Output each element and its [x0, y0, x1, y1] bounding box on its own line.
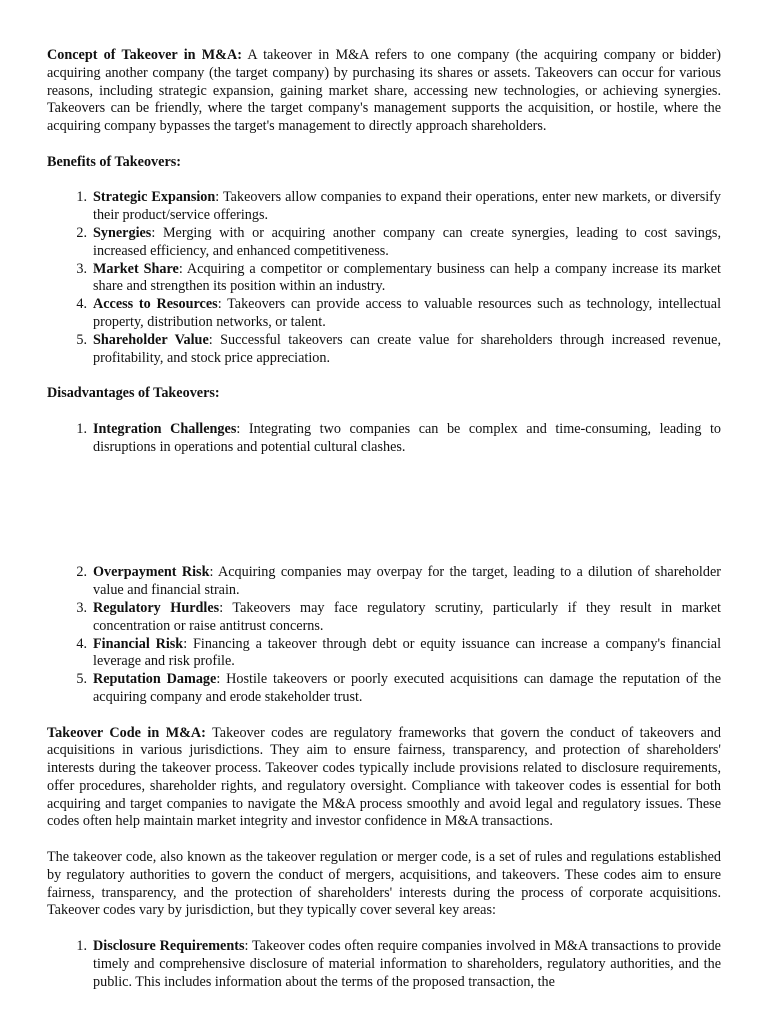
list-item: 2. Synergies: Merging with or acquiring another company can create synergies, leading to cost savings, increased efficiency, and enhanced competitiveness.: [76, 224, 721, 259]
list-item: 5. Shareholder Value: Successful takeovers can create value for shareholders through increased revenue, profitability, and stock price appreciation.: [76, 331, 721, 366]
list-item: 3. Regulatory Hurdles: Takeovers may face regulatory scrutiny, particularly if they result in market concentration or raise antitrust concerns.: [76, 599, 721, 634]
list-item: 1. Integration Challenges: Integrating two companies can be complex and time-consuming, leading to disruptions in operations and potential cultural clashes.: [76, 420, 721, 455]
key-areas-list: [47, 938, 721, 991]
concept-paragraph: [47, 47, 721, 136]
benefits-list: [47, 189, 721, 367]
takeover-code-heading: Takeover Code in M&A:: [47, 724, 206, 741]
concept-heading: Concept of Takeover in M&A:: [47, 47, 242, 63]
disadvantages-heading: Disadvantages of Takeovers:: [47, 385, 220, 402]
list-item: 1. Disclosure Requirements: Takeover codes often require companies involved in M&A transactions to provide timely and comprehensive disclosure of material information to shareholders, regulatory authorities, and the public. This includes information about the terms of the proposed transaction, the: [76, 938, 721, 990]
page-break-gap: [47, 456, 721, 564]
concept-text: A takeover in M&A refers to one company (the acquiring company or bidder) acquiring another company (the target company) by purchasing its shares or assets. Takeovers can occur for various reasons, including strategic expansion, gaining market share, accessing new technologies, or achieving synergies. Takeovers can be friendly, where the target company's management supports the acquisition, or hostile, where the acquiring company bypasses the target's management to directly approach shareholders.: [47, 47, 722, 135]
takeover-code-text: Takeover codes are regulatory frameworks that govern the conduct of takeovers and acquisitions in various jurisdictions. They aim to ensure fairness, transparency, and protection of shareholders' interests during the takeover process. Takeover codes typically include provisions related to disclosure requirements, offer procedures, shareholder rights, and regulatory oversight. Compliance with takeover codes is essential for both acquiring and target companies to navigate the M&A process smoothly and avoid legal and regulatory issues. These codes often help maintain market integrity and investor confidence in M&A transactions.: [47, 724, 721, 830]
list-item: 1. Strategic Expansion: Takeovers allow companies to expand their operations, enter new markets, or diversify their product/service offerings.: [76, 189, 721, 224]
list-item: 4. Financial Risk: Financing a takeover through debt or equity issuance can increase a company's financial leverage and risk profile.: [76, 635, 722, 670]
list-item: 3. Market Share: Acquiring a competitor or complementary business can help a company increase its market share and strengthen its position within an industry.: [76, 260, 721, 295]
disadvantages-list: [47, 421, 721, 457]
document-page: [47, 47, 721, 991]
benefits-heading: Benefits of Takeovers:: [47, 153, 181, 170]
list-item: 2. Overpayment Risk: Acquiring companies may overpay for the target, leading to a dilution of shareholder value and financial strain.: [76, 564, 721, 599]
list-item: 5. Reputation Damage: Hostile takeovers or poorly executed acquisitions can damage the reputation of the acquiring company and erode stakeholder trust.: [76, 671, 722, 705]
takeover-code-paragraph: [47, 725, 721, 832]
list-item: 4. Access to Resources: Takeovers can provide access to valuable resources such as technology, intellectual property, distribution networks, or talent.: [76, 296, 722, 330]
disadvantages-list-continued: [47, 564, 721, 706]
takeover-code-intro: The takeover code, also known as the takeover regulation or merger code, is a set of rules and regulations established by regulatory authorities to govern the conduct of mergers, acquisitions, and takeovers. These codes aim to ensure fairness, transparency, and the protection of shareholders' interests during the process of corporate acquisitions. Takeover codes vary by jurisdiction, but they typically cover several key areas:: [47, 849, 721, 919]
